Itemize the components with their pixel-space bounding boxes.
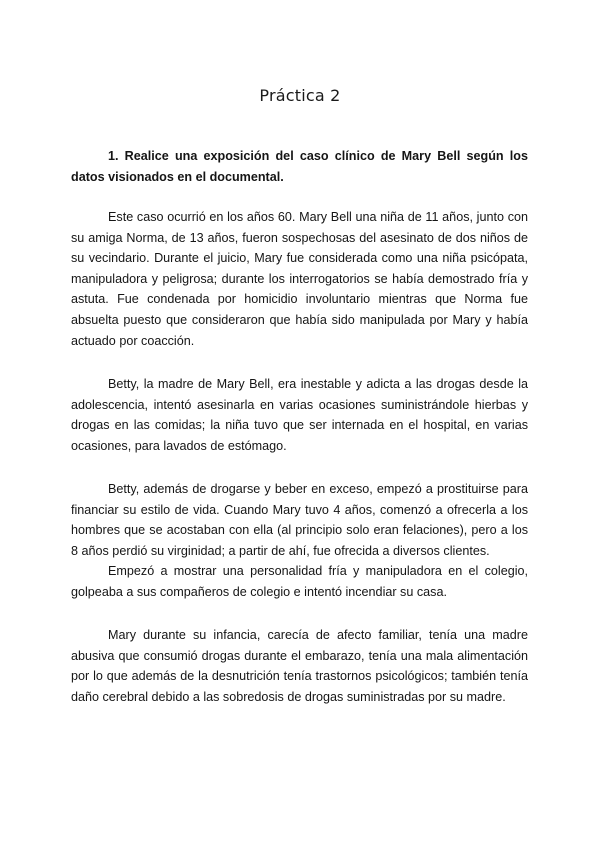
paragraph-text: Betty, la madre de Mary Bell, era inestable y adicta a las drogas desde la adolescencia, intentó asesinarla en varias ocasiones suministrándole hierbas y drogas en las comidas; la niña tuvo que ser internada en el hospital, en varias ocasiones, para lavados de estómago. <box>71 377 528 453</box>
paragraph-case-summary <box>71 207 528 351</box>
paragraph-text: Mary durante su infancia, carecía de afecto familiar, tenía una madre abusiva que consumió drogas durante el embarazo, tenía una mala alimentación por lo que además de la desnutrición tenía trastornos psicológicos; también tenía daño cerebral debido a las sobredosis de drogas suministradas por su madre. <box>71 628 528 704</box>
paragraph-mother <box>71 374 528 456</box>
paragraph-text: Este caso ocurrió en los años 60. Mary Bell una niña de 11 años, junto con su amiga Norma, de 13 años, fueron sospechosas del asesinato de dos niños de su vecindario. Durante el juicio, Mary fue considerada como una niña psicópata, manipuladora y peligrosa; durante los interrogatorios se había demostrado fría y astuta. Fue condenada por homicidio involuntario mientras que Norma fue absuelta puesto que consideraron que había sido manipulada por Mary y había actuado por coacción. <box>71 210 528 348</box>
question-heading <box>71 146 528 187</box>
question-text: 1. Realice una exposición del caso clínico de Mary Bell según los datos visionados en el documental. <box>71 149 528 184</box>
page-title: Práctica 2 <box>259 86 341 105</box>
paragraph-text: Empezó a mostrar una personalidad fría y manipuladora en el colegio, golpeaba a sus compañeros de colegio e intentó incendiar su casa. <box>71 564 528 599</box>
paragraph-childhood <box>71 625 528 707</box>
paragraph-abuse <box>71 479 528 603</box>
paragraph-text: Betty, además de drogarse y beber en exceso, empezó a prostituirse para financiar su estilo de vida. Cuando Mary tuvo 4 años, comenzó a ofrecerla a los hombres que se acostaban con ella (al principio solo eran felaciones), pero a los 8 años perdió su virginidad; a partir de ahí, fue ofrecida a diversos clientes. <box>71 482 528 558</box>
